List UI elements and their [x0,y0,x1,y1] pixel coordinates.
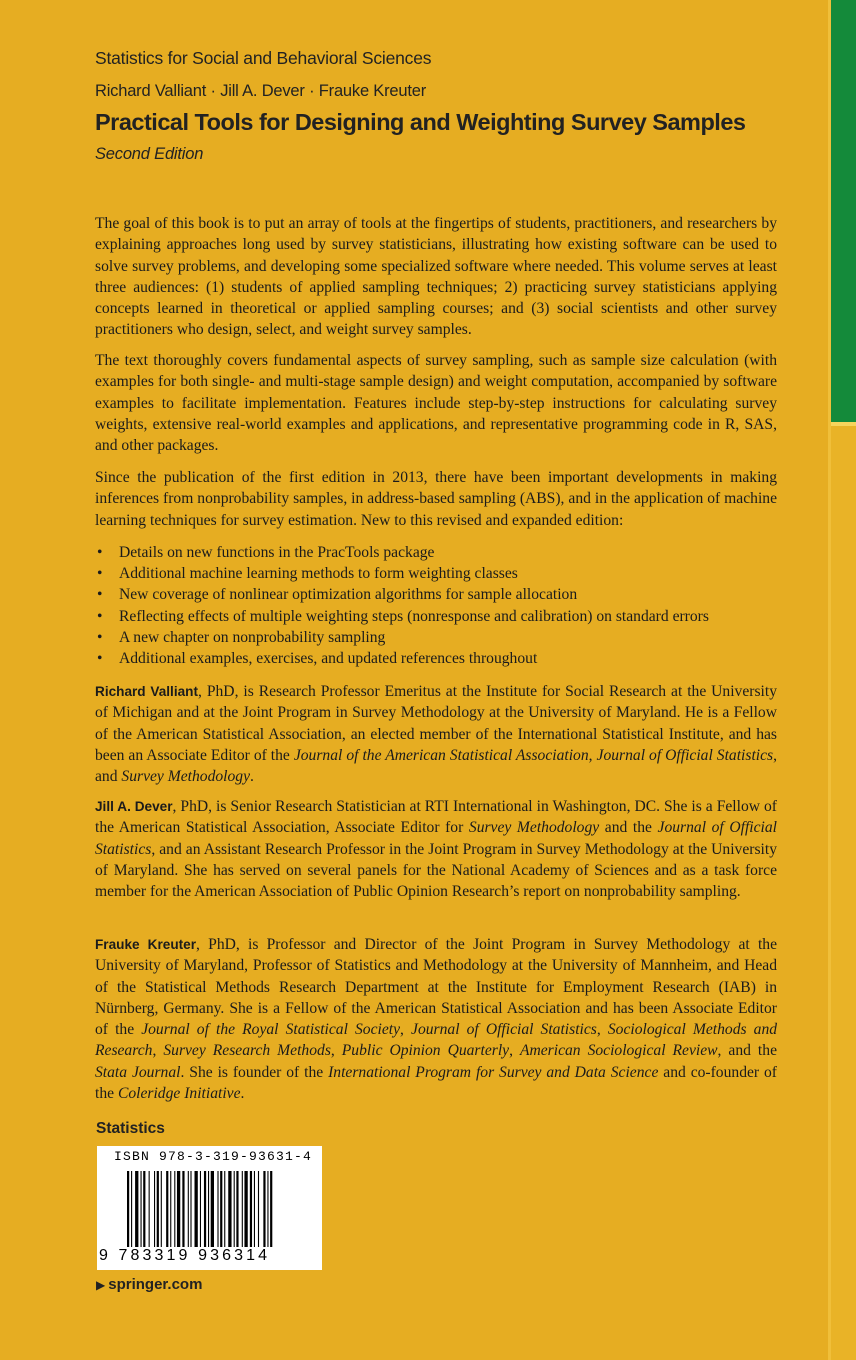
bio-text: . [240,1085,245,1103]
bio-text: , and an Assistant Research Professor in the Joint Program in Survey Methodology at the University of Maryland. She has served on several panels for the National Academy of Sciences and as a task force member for the American Association of Public Opinion Research’s report on nonprobability sampling. [95,840,777,901]
edition-label: Second Edition [95,145,204,163]
list-item: • A new chapter on nonprobability sampling [95,627,785,648]
bio-valliant [95,681,777,787]
spine-divider [831,422,856,426]
spine-edge [828,0,831,1360]
bio-text: , PhD, is Professor and Director of the Joint Program in Survey Methodology at the University of Maryland, Professor of Statistics and Methodology at the University of Mannheim, and Head of the Statistical Methods Research Department at the Institute for Employment Research (IAB) in Nürnberg, Germany. She is a Fellow of the American Statistical Association and has been Associate Editor of the [95,936,778,1039]
bio-text: and the [599,819,658,837]
bio-name: Jill A. Dever [95,799,173,814]
journal-title: Journal of the American Statistical Association [293,746,589,764]
barcode-digits: 9 783319 936314 [99,1247,319,1265]
bio-text: , [509,1042,520,1060]
description-paragraph-2: The text thoroughly covers fundamental aspects of survey sampling, such as sample size calculation (with examples for both single- and multi-stage sample design) and weight computation, accompanied by software examples to facilitate implementation. Features include step-by-step instructions for calculating survey weights, extensive real-world examples and applications, and representative programming code in R, SAS, and other packages. [95,352,777,455]
list-item: • Additional examples, exercises, and updated references throughout [95,648,785,669]
journal-title: American Sociological Review [519,1042,718,1060]
bio-text: , [588,746,597,764]
isbn-barcode [97,1146,322,1270]
publisher-url-text: springer.com [108,1276,203,1293]
bio-name: Richard Valliant [95,684,199,699]
journal-title: Sociological Methods and Research [95,1021,778,1060]
bio-text: , and [95,746,777,786]
journal-title: Survey Methodology [468,819,600,837]
initiative-name: Coleridge Initiative [117,1085,241,1103]
journal-title: Stata Journal [95,1063,181,1081]
bio-text: , [400,1021,412,1039]
bio-kreuter [95,934,777,1104]
journal-title: Survey Research Methods [163,1042,331,1060]
subject-category: Statistics [96,1120,165,1137]
play-arrow-icon: ▶ [96,1278,106,1292]
bio-text: , [152,1042,164,1060]
bio-dever [95,796,777,902]
list-item: • New coverage of nonlinear optimization algorithms for sample allocation [95,584,785,605]
bio-text: , [596,1021,608,1039]
journal-title: Journal of Official Statistics [95,819,777,858]
spine-yellow-band [831,422,856,1360]
spine-green-band [830,0,856,422]
series-title: Statistics for Social and Behavioral Sciences [95,48,432,68]
bio-text: , and the [717,1042,777,1060]
journal-title: Public Opinion Quarterly [341,1042,510,1060]
list-item: • Additional machine learning methods to form weighting classes [95,563,785,584]
publisher-url[interactable] [96,1276,202,1293]
list-item: • Details on new functions in the PracTools package [95,542,785,563]
description-paragraph-1: The goal of this book is to put an array of tools at the fingertips of students, practitioners, and researchers by explaining approaches long used by survey statisticians, illustrating how existing software can be used to solve survey problems, and developing some specialized software where needed. This volume serves at least three audiences: (1) students of applied sampling techniques; 2) practicing survey statisticians applying concepts learned in theoretical or applied sampling courses; and (3) social scientists and other survey practitioners who design, select, and weight survey samples. [95,215,777,339]
book-title: Practical Tools for Designing and Weighting Survey Samples [95,109,746,135]
new-features-list [95,542,785,669]
list-item: • Reflecting effects of multiple weighting steps (nonresponse and calibration) on standard errors [95,606,785,627]
bio-text: . She is founder of the [180,1063,329,1081]
bio-text: , PhD, is Research Professor Emeritus at the Institute for Social Research at the University of Michigan and at the Joint Program in Survey Methodology at the University of Maryland. He is a Fellow of the American Statistical Association, an elected member of the International Statistical Institute, and has been an Associate Editor of the [95,683,777,764]
authors-line: Richard Valliant · Jill A. Dever · Frauke Kreuter [95,82,427,100]
bio-text: , PhD, is Senior Research Statistician at RTI International in Washington, DC. She is a Fellow of the American Statistical Association, Associate Editor for [95,798,777,837]
journal-title: Journal of Official Statistics [596,746,774,764]
bio-text: and co-founder of the [95,1063,777,1103]
bio-name: Frauke Kreuter [95,937,197,952]
description-paragraph-3: Since the publication of the first edition in 2013, there have been important developments in making inferences from nonprobability samples, in address-based sampling (ABS), and in the application of machine learning techniques for survey estimation. New to this revised and expanded edition: [95,469,777,529]
journal-title: Journal of Official Statistics [411,1021,597,1039]
bio-text: . [250,768,254,786]
isbn-label: ISBN 978-3-319-93631-4 [114,1149,313,1164]
bio-text: , [330,1042,342,1060]
journal-title: Survey Methodology [121,768,251,786]
journal-title: Journal of the Royal Statistical Society [141,1021,401,1039]
program-name: International Program for Survey and Data Science [328,1063,659,1081]
